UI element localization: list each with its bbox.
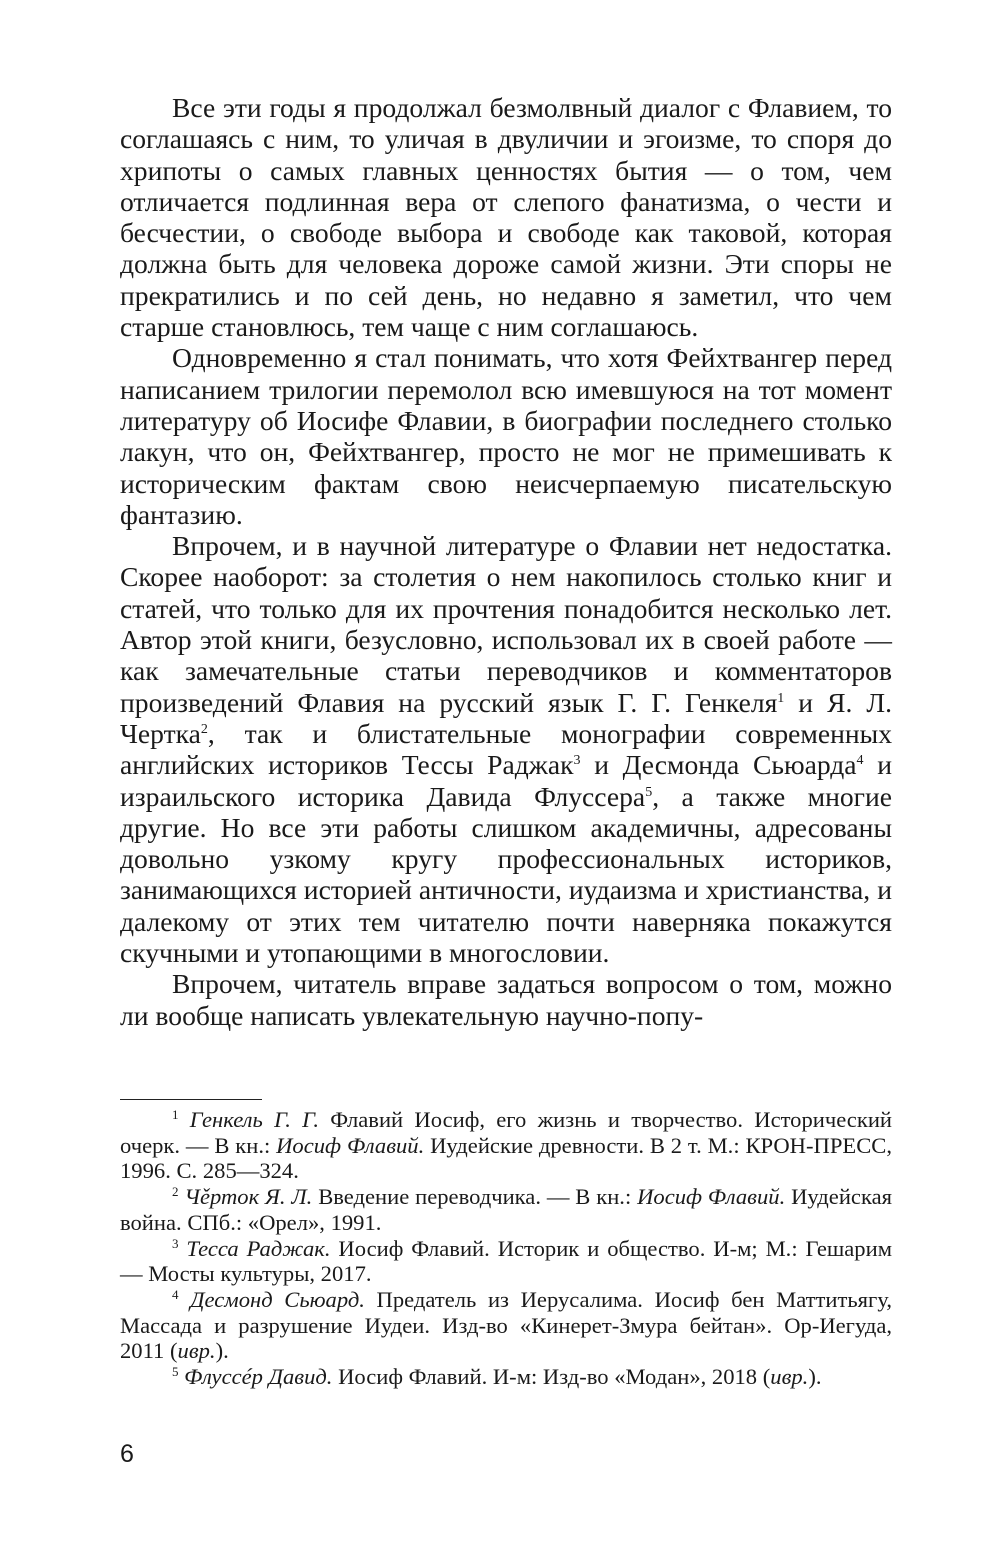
- text-segment: и израильского историка Давида Флуссера: [120, 749, 892, 812]
- footnote-number: 1: [172, 1107, 179, 1122]
- footnote-3: [120, 1236, 892, 1287]
- text-segment: Впрочем, и в научной литературе о Флавии нет недостатка. Скорее наоборот: за столетия о нем накопилось столько книг и статей, что только для их прочтения понадобится несколько лет. Автор этой книги, безусловно, использовал их в своей работе — как замечательные статьи переводчиков и комментаторов произведений Флавия на русский язык Г. Г. Генкеля: [120, 530, 892, 718]
- footnote-author: Флуссéр Давид.: [184, 1364, 333, 1390]
- footnote-italic: ивр.: [770, 1364, 809, 1390]
- text-segment: и Десмонда Сьюарда: [580, 749, 857, 781]
- footnote-italic: ивр.: [177, 1338, 216, 1364]
- footnote-number: 2: [172, 1184, 179, 1200]
- footnote-4: [120, 1287, 892, 1364]
- footnote-text: Иудейские древности. В 2 т. М.: КРОН-ПРЕСС, 1996. С. 285—324.: [120, 1132, 892, 1184]
- footnote-ref-2[interactable]: 2: [200, 721, 208, 737]
- footnote-number: 5: [172, 1364, 179, 1380]
- footnote-1: [120, 1107, 892, 1184]
- footnote-text: Предатель из Иерусалима. Иосиф бен Маттитьягу, Массада и разрушение Иудеи. Изд-во «Кинерет-Змура бейтан». Ор-Иегуда, 2011 (: [120, 1286, 892, 1364]
- page-number: 6: [120, 1440, 134, 1468]
- footnote-text: Флавий Иосиф, его жизнь и творчество. Исторический очерк. — В кн.:: [120, 1107, 892, 1158]
- main-text: [120, 92, 892, 1031]
- footnote-ref-1[interactable]: 1: [777, 690, 785, 706]
- footnote-author: Чěрток Я. Л.: [184, 1184, 313, 1210]
- footnote-2: [120, 1184, 892, 1235]
- footnote-ref-3[interactable]: 3: [573, 753, 581, 769]
- footnote-text: ).: [808, 1364, 822, 1390]
- footnote-text: Иосиф Флавий. И-м: Изд-во «Модан», 2018 (: [332, 1364, 771, 1390]
- text-segment: , так и блистательные монографии современных английских историков Тессы Раджак: [120, 717, 892, 781]
- paragraph-2: Одновременно я стал понимать, что хотя Фейхтвангер перед написанием трилогии перемолол всю имевшуюся на тот момент литературу об Иосифе Флавии, в биографии последнего столько лакун, что он, Фейхтвангер, просто не мог не примешивать к историческим фактам свою неисчерпаемую писательскую фантазию.: [120, 342, 892, 530]
- footnote-italic: Иосиф Флавий.: [276, 1132, 425, 1158]
- footnotes: [120, 1107, 892, 1390]
- footnote-ref-5[interactable]: 5: [645, 784, 653, 800]
- paragraph-1: Все эти годы я продолжал безмолвный диалог с Флавием, то соглашаясь с ним, то уличая в двуличии и эгоизме, то споря до хрипоты о самых главных ценностях бытия — о том, чем отличается подлинная вера от слепого фанатизма, о чести и бесчестии, о свободе выбора и свободе как таковой, которая должна быть для человека дороже самой жизни. Эти споры не прекратились и по сей день, но недавно я заметил, что чем старше становлюсь, тем чаще с ним соглашаюсь.: [120, 92, 892, 343]
- footnote-italic: Иосиф Флавий.: [637, 1184, 786, 1210]
- footnote-5: [120, 1364, 892, 1390]
- footnote-ref-4[interactable]: 4: [856, 753, 864, 769]
- paragraph-3: [120, 530, 892, 968]
- footnote-author: Генкель Г. Г.: [189, 1107, 319, 1132]
- footnote-number: 4: [172, 1286, 179, 1302]
- paragraph-4: Впрочем, читатель вправе задаться вопросом о том, можно ли вообще написать увлекательную научно-попу-: [120, 968, 892, 1031]
- footnote-text: Иудейская война. СПб.: «Орел», 1991.: [120, 1184, 892, 1235]
- footnote-text: Введение переводчика. — В кн.:: [312, 1184, 638, 1210]
- footnote-author: Десмонд Сьюард.: [190, 1286, 365, 1312]
- text-segment: и Я. Л. Чертка: [120, 686, 892, 749]
- footnote-divider: [120, 1099, 262, 1100]
- footnote-text: ).: [215, 1338, 229, 1364]
- footnote-number: 3: [172, 1235, 179, 1251]
- footnote-author: Тесса Раджак.: [186, 1235, 331, 1261]
- footnote-text: Иосиф Флавий. Историк и общество. И-м; М.: Гешарим — Мосты культуры, 2017.: [120, 1235, 892, 1287]
- text-segment: , а также многие другие. Но все эти работы слишком академичны, адресованы довольно узкому кругу профессиональных историков, занимающихся историей античности, иудаизма и христианства, и далекому от этих тем читателю почти наверняка покажутся скучными и утопающими в многословии.: [120, 780, 892, 969]
